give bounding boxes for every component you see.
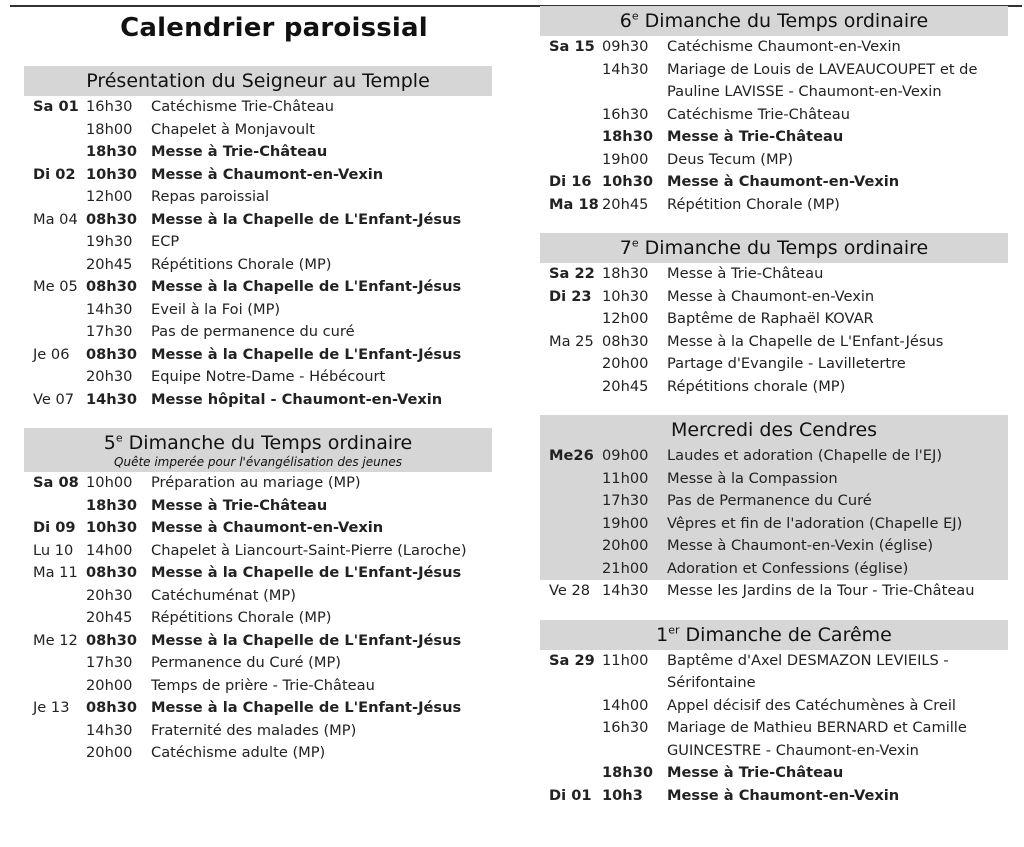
event-description: Fraternité des malades (MP) [151,721,357,739]
event-time: 20h30 [86,368,133,385]
day-label [540,558,602,581]
day-label [540,513,602,536]
heading-number: 1 [656,623,669,646]
day-label [540,104,602,127]
day-label [24,675,86,698]
top-rule-left [10,5,530,7]
heading-superscript: er [668,623,680,637]
day-label: Me 12 [33,631,78,649]
schedule-row [24,276,492,299]
event-time: 20h45 [86,255,133,273]
section [540,6,1008,216]
day-label: Ve 07 [33,390,75,408]
event-time: 18h30 [86,496,138,514]
event-time: 09h00 [602,447,649,464]
right-column [540,6,1008,824]
event-time: 14h00 [602,696,649,714]
event-description: Répétitions Chorale (MP) [151,255,332,273]
heading-number: 7 [619,237,632,259]
day-label: Me 05 [33,278,78,295]
event-time: 10h00 [86,474,133,491]
event-description: Deus Tecum (MP) [667,150,794,168]
event-description: Permanence du Curé (MP) [151,654,341,671]
day-label [24,495,86,518]
section [540,415,1008,603]
event-time: 18h30 [602,764,654,781]
event-description: Laudes et adoration (Chapelle de l'EJ) [667,447,943,464]
heading-superscript: e [115,431,123,445]
event-time: 20h00 [602,537,649,554]
event-description: Chapelet à Liancourt-Saint-Pierre (Laroche) [151,541,467,559]
day-label: Sa 01 [33,98,79,115]
schedule-row [540,263,1008,286]
day-label: Di 02 [33,165,76,183]
day-label [24,231,86,254]
event-time: 20h45 [86,609,133,626]
schedule-row [540,104,1008,127]
event-description: Messe à Chaumont-en-Vexin [667,287,875,305]
event-time: 17h30 [86,654,133,671]
event-time: 12h00 [86,188,133,205]
schedule-row [540,695,1008,718]
event-time: 17h30 [602,492,649,509]
schedule-row [540,490,1008,513]
schedule-row [540,308,1008,331]
page-title: Calendrier paroissial [120,13,428,43]
event-time: 14h30 [86,300,133,318]
day-label [540,376,602,399]
event-time: 21h00 [602,559,649,577]
schedule-row [540,580,1008,603]
schedule-row [540,445,1008,468]
schedule-row [540,36,1008,59]
schedule-row [540,194,1008,217]
day-label: Je 13 [33,699,70,716]
event-time: 16h30 [86,98,133,115]
schedule-row [24,720,492,743]
schedule-row [540,785,1008,808]
event-time: 10h3 [602,786,643,804]
day-label: Ve 28 [549,582,591,599]
event-time: 20h30 [86,586,133,604]
event-description: Messe à Chaumont-en-Vexin (église) [667,537,934,554]
day-label [24,141,86,164]
event-description: Adoration et Confessions (église) [667,559,909,577]
event-time: 08h30 [86,278,138,295]
day-label [24,321,86,344]
event-time: 08h30 [86,564,138,581]
schedule-row [24,254,492,277]
day-label: Ma 18 [549,195,599,213]
day-label: Di 09 [33,519,76,536]
section-heading [540,233,1008,263]
section-heading [24,428,492,472]
day-label [540,149,602,172]
event-description: Messe à la Compassion [667,469,838,487]
event-time: 18h30 [86,143,138,160]
event-description: Messe hôpital - Chaumont-en-Vexin [151,390,443,408]
schedule-row [540,149,1008,172]
section-heading [24,66,492,96]
day-label [24,652,86,675]
schedule-row [24,164,492,187]
section [540,233,1008,398]
schedule-row [24,209,492,232]
event-time: 14h30 [86,721,133,739]
event-time: 18h30 [602,128,654,145]
schedule-row [540,650,1008,695]
schedule-row [540,286,1008,309]
event-time: 19h00 [602,150,649,168]
schedule-row [24,585,492,608]
event-description: Messe à Trie-Château [151,143,328,160]
event-time: 18h30 [602,265,649,282]
event-time: 10h30 [602,173,654,190]
event-time: 20h00 [86,676,133,694]
schedule-row [24,321,492,344]
event-description: Messe à la Chapelle de L'Enfant-Jésus [151,699,462,716]
event-time: 20h00 [86,744,133,761]
event-description: Eveil à la Foi (MP) [151,300,281,318]
schedule-row [24,607,492,630]
day-label: Me26 [549,447,594,464]
event-description: Messe à Trie-Château [667,128,844,145]
day-label [24,186,86,209]
day-label: Ma 25 [549,332,594,350]
schedule-row [24,562,492,585]
schedule-row [540,535,1008,558]
event-time: 16h30 [602,105,649,123]
event-description: Messe à la Chapelle de L'Enfant-Jésus [151,345,462,363]
event-description: Baptême d'Axel DESMAZON LEVIEILS - Sérifontaine [667,651,949,691]
day-label: Ma 04 [33,210,78,228]
schedule-row [24,119,492,142]
schedule-row [540,468,1008,491]
event-time: 16h30 [602,719,649,736]
heading-number: 6 [619,10,632,32]
section-heading [540,6,1008,36]
day-label [540,308,602,331]
event-description: Chapelet à Monjavoult [151,120,315,138]
event-time: 19h30 [86,233,133,250]
event-time: 09h30 [602,38,649,55]
event-time: 08h30 [602,332,649,350]
day-label: Sa 29 [549,651,595,669]
schedule-row [24,652,492,675]
heading-number: 5 [103,432,116,454]
day-label [24,607,86,630]
left-column [24,66,492,782]
event-description: Catéchisme Trie-Château [667,105,850,123]
section [24,428,492,765]
day-label: Ma 11 [33,564,78,581]
day-label: Di 16 [549,173,592,190]
day-label [540,535,602,558]
event-time: 18h00 [86,120,133,138]
schedule-row [540,331,1008,354]
schedule-row [24,540,492,563]
day-label: Di 23 [549,287,592,305]
event-time: 14h30 [86,390,138,408]
event-time: 08h30 [86,210,138,228]
schedule-row [540,59,1008,104]
section-subheading: Quête imperée pour l'évangélisation des jeunes [114,455,402,469]
day-label: Di 01 [549,786,592,804]
schedule-row [540,171,1008,194]
schedule-row [540,513,1008,536]
event-description: Répétitions Chorale (MP) [151,609,332,626]
schedule-row [540,376,1008,399]
day-label [540,126,602,149]
schedule-row [24,186,492,209]
section-heading [540,620,1008,650]
section-heading [540,415,1008,445]
schedule-row [24,697,492,720]
schedule-row [540,717,1008,762]
event-description: Partage d'Evangile - Lavilletertre [667,355,906,372]
day-label: Sa 22 [549,265,595,282]
heading-superscript: e [631,9,639,23]
event-description: Vêpres et fin de l'adoration (Chapelle EJ) [667,514,963,532]
event-time: 11h00 [602,469,649,487]
day-label [540,59,602,104]
schedule-row [24,344,492,367]
event-description: Mariage de Louis de LAVEAUCOUPET et de Pauline LAVISSE - Chaumont-en-Vexin [667,60,978,100]
event-time: 17h30 [86,323,133,340]
event-description: Catéchisme adulte (MP) [151,744,326,761]
schedule-row [24,517,492,540]
event-description: Pas de Permanence du Curé [667,492,872,509]
day-label [540,490,602,513]
event-time: 11h00 [602,651,649,669]
event-time: 10h30 [86,165,138,183]
day-label: Sa 15 [549,38,595,55]
event-description: Appel décisif des Catéchumènes à Creil [667,696,956,714]
event-time: 14h30 [602,582,649,599]
event-time: 19h00 [602,514,649,532]
day-label [540,353,602,376]
day-label [24,254,86,277]
schedule-row [24,231,492,254]
day-label: Sa 08 [33,474,79,491]
day-label: Lu 10 [33,541,74,559]
day-label [24,585,86,608]
event-description: Messe à Chaumont-en-Vexin [151,519,384,536]
event-description: ECP [151,233,180,250]
day-label [540,762,602,785]
event-time: 14h30 [602,60,649,78]
event-time: 20h45 [602,195,649,213]
schedule-row [540,558,1008,581]
event-description: Messe à la Chapelle de L'Enfant-Jésus [151,210,462,228]
schedule-row [24,630,492,653]
event-description: Messe à Chaumont-en-Vexin [667,786,900,804]
schedule-row [540,762,1008,785]
schedule-row [24,472,492,495]
heading-text: Présentation du Seigneur au Temple [86,70,430,92]
schedule-row [24,495,492,518]
event-time: 20h00 [602,355,649,372]
event-description: Messe à Trie-Château [667,764,844,781]
section [24,66,492,411]
event-time: 14h00 [86,541,133,559]
event-description: Messe à Chaumont-en-Vexin [667,173,900,190]
event-description: Messe à Chaumont-en-Vexin [151,165,384,183]
heading-text: Dimanche de Carême [679,623,892,646]
section [540,620,1008,808]
schedule-row [24,742,492,765]
schedule-row [540,353,1008,376]
heading-text: Mercredi des Cendres [670,419,878,441]
event-description: Messe à Trie-Château [151,496,328,514]
heading-text: Dimanche du Temps ordinaire [638,237,929,259]
schedule-row [24,96,492,119]
event-description: Catéchisme Trie-Château [151,98,334,115]
day-label: Je 06 [33,345,70,363]
event-description: Pas de permanence du curé [151,323,355,340]
day-label [540,468,602,491]
event-description: Catéchuménat (MP) [151,586,296,604]
event-time: 10h30 [602,287,649,305]
event-description: Repas paroissial [151,188,270,205]
event-description: Catéchisme Chaumont-en-Vexin [667,38,901,55]
event-description: Messe à la Chapelle de L'Enfant-Jésus [151,564,462,581]
event-description: Messe à la Chapelle de L'Enfant-Jésus [667,332,944,350]
event-time: 12h00 [602,310,649,327]
day-label [24,742,86,765]
schedule-row [24,389,492,412]
schedule-row [24,141,492,164]
heading-superscript: e [631,236,639,250]
day-label [540,695,602,718]
event-description: Temps de prière - Trie-Château [151,676,375,694]
event-description: Baptême de Raphaël KOVAR [667,310,874,327]
schedule-row [540,126,1008,149]
day-label [24,720,86,743]
event-time: 08h30 [86,631,138,649]
schedule-row [24,366,492,389]
day-label [540,717,602,762]
event-time: 08h30 [86,699,138,716]
event-description: Equipe Notre-Dame - Hébécourt [151,368,386,385]
event-time: 08h30 [86,345,138,363]
schedule-row [24,675,492,698]
heading-text: Dimanche du Temps ordinaire [638,10,929,32]
day-label [24,299,86,322]
event-description: Préparation au mariage (MP) [151,474,361,491]
event-description: Répétition Chorale (MP) [667,195,840,213]
event-description: Messe à la Chapelle de L'Enfant-Jésus [151,278,462,295]
event-description: Messe à Trie-Château [667,265,824,282]
event-description: Messe les Jardins de la Tour - Trie-Château [667,582,975,599]
event-time: 20h45 [602,377,649,395]
day-label [24,366,86,389]
event-description: Messe à la Chapelle de L'Enfant-Jésus [151,631,462,649]
schedule-row [24,299,492,322]
event-description: Répétitions chorale (MP) [667,377,846,395]
heading-text: Dimanche du Temps ordinaire [122,432,413,454]
event-time: 10h30 [86,519,138,536]
day-label [24,119,86,142]
event-description: Mariage de Mathieu BERNARD et Camille GUINCESTRE - Chaumont-en-Vexin [667,719,967,759]
